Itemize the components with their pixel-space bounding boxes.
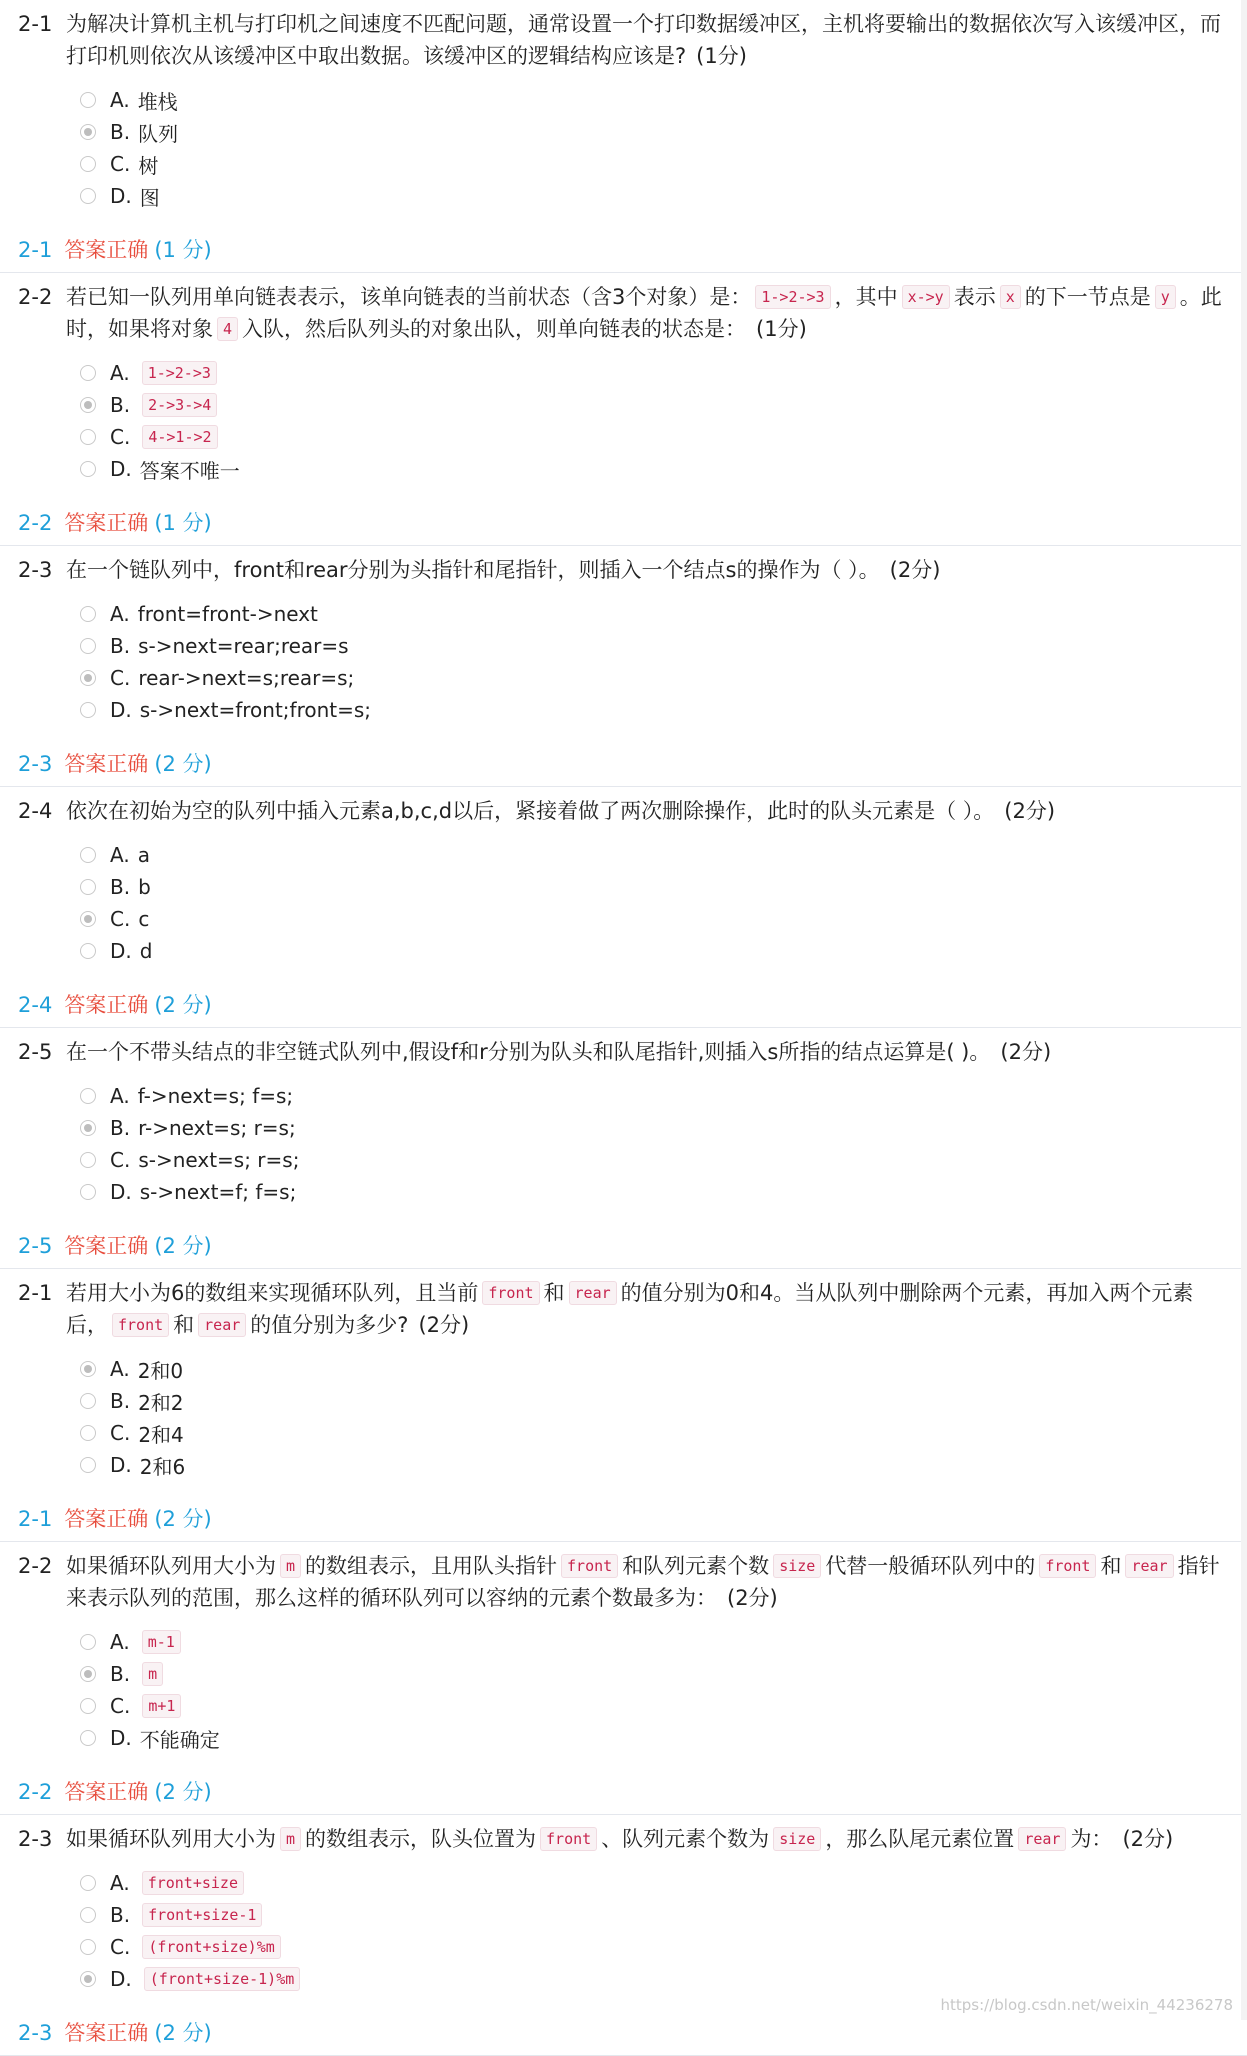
text-segment: 的值分别为多少?	[250, 1313, 409, 1337]
text-segment: front=front->next	[137, 602, 318, 626]
radio-button[interactable]	[80, 702, 96, 718]
inline-code: x	[1000, 285, 1021, 309]
option-item[interactable]	[80, 1176, 1247, 1208]
radio-button[interactable]	[80, 879, 96, 895]
inline-code: front	[540, 1827, 597, 1851]
option-letter: A.	[110, 1630, 130, 1654]
radio-dot	[84, 401, 92, 409]
result-number: 2-5	[18, 1234, 53, 1258]
result-number: 2-2	[18, 1780, 53, 1804]
option-text	[138, 875, 151, 899]
option-item[interactable]	[80, 839, 1247, 871]
inline-code: 4->1->2	[142, 425, 217, 449]
radio-button[interactable]	[80, 1730, 96, 1746]
question-block	[0, 1542, 1247, 1815]
option-letter: D.	[110, 698, 132, 722]
question-points: (2分)	[1004, 799, 1056, 823]
option-letter: C.	[110, 1694, 131, 1718]
question-text	[66, 1277, 1227, 1341]
text-segment: ，其中	[834, 285, 898, 309]
question-block	[0, 1269, 1247, 1542]
text-segment: s->next=front;front=s;	[139, 698, 372, 722]
text-segment: c	[138, 907, 150, 931]
text-segment: 堆栈	[137, 89, 178, 114]
text-segment: 如果循环队列用大小为	[66, 1827, 276, 1851]
radio-button[interactable]	[80, 1907, 96, 1923]
inline-code: rear	[1018, 1827, 1066, 1851]
text-segment: ，那么队尾元素位置	[825, 1827, 1015, 1851]
option-item[interactable]	[80, 1963, 1247, 1995]
option-item[interactable]	[80, 662, 1247, 694]
radio-selected[interactable]	[80, 1971, 96, 1987]
option-text	[140, 1967, 305, 1991]
option-text	[138, 1662, 167, 1686]
inline-code: 1->2->3	[755, 285, 830, 309]
question-block	[0, 1028, 1247, 1269]
text-segment: s->next=f; f=s;	[139, 1180, 297, 1204]
watermark: https://blog.csdn.net/weixin_44236278	[940, 1996, 1233, 2014]
text-segment: 不能确定	[139, 1727, 220, 1752]
option-list	[0, 357, 1247, 485]
radio-dot	[84, 915, 92, 923]
text-segment: 、队列元素个数为	[601, 1827, 770, 1851]
question-number: 2-1	[18, 1281, 53, 1305]
radio-button[interactable]	[80, 1875, 96, 1891]
option-text	[138, 1935, 284, 1959]
option-letter: D.	[110, 939, 132, 963]
radio-button[interactable]	[80, 1939, 96, 1955]
text-segment: 。此时，如果将对象	[66, 285, 1222, 341]
inline-code: rear	[198, 1313, 246, 1337]
option-letter: C.	[110, 907, 131, 931]
option-item[interactable]	[80, 357, 1247, 389]
option-item[interactable]	[80, 1385, 1247, 1417]
question-block	[0, 787, 1247, 1028]
option-item[interactable]	[80, 421, 1247, 453]
question-stem	[0, 281, 1247, 345]
text-segment: 如果循环队列用大小为	[66, 1554, 276, 1578]
result-number: 2-1	[18, 1507, 53, 1531]
text-segment: 队列	[138, 121, 179, 146]
option-text	[140, 1451, 185, 1480]
option-list	[0, 1867, 1247, 1995]
text-segment: 的值分别为0和4。当从队列中删除两个元素，再加入两个元素后，	[66, 1281, 1194, 1337]
option-letter: B.	[110, 634, 131, 658]
radio-dot	[84, 1124, 92, 1132]
text-segment: 在一个不带头结点的非空链式队列中,假设f和r分别为队头和队尾指针,则插入s所指的结点运算是( )。	[66, 1040, 991, 1064]
inline-code: m-1	[142, 1630, 181, 1654]
option-letter: A.	[110, 361, 130, 385]
radio-button[interactable]	[80, 1393, 96, 1409]
option-letter: C.	[110, 1421, 131, 1445]
question-text	[66, 1550, 1227, 1614]
answer-result	[0, 1497, 1247, 1541]
option-item[interactable]	[80, 1417, 1247, 1449]
option-text	[138, 1148, 299, 1172]
text-segment: 入队，然后队列头的对象出队，则单向链表的状态是：	[242, 317, 747, 341]
option-list	[0, 84, 1247, 212]
text-segment: 表示	[953, 285, 996, 309]
option-letter: C.	[110, 1148, 131, 1172]
inline-code: 2->3->4	[142, 393, 217, 417]
scrollbar-track[interactable]	[1241, 0, 1247, 2020]
text-segment: rear->next=s;rear=s;	[138, 666, 355, 690]
question-points: (1分)	[756, 317, 807, 341]
text-segment: 若已知一队列用单向链表表示，该单向链表的当前状态（含3个对象）是：	[66, 285, 752, 309]
result-points: (1 分)	[154, 238, 212, 262]
answer-result	[0, 742, 1247, 786]
question-stem	[0, 8, 1247, 72]
radio-button[interactable]	[80, 1457, 96, 1473]
option-item[interactable]	[80, 1867, 1247, 1899]
option-list	[0, 1080, 1247, 1208]
option-item[interactable]	[80, 1899, 1247, 1931]
text-segment: 树	[138, 153, 159, 178]
option-letter: D.	[110, 1967, 132, 1991]
option-letter: A.	[110, 602, 130, 626]
option-letter: B.	[110, 875, 131, 899]
question-block	[0, 273, 1247, 546]
text-segment: 的数组表示，队头位置为	[305, 1827, 537, 1851]
question-stem	[0, 795, 1247, 827]
question-text	[66, 554, 1227, 586]
radio-button[interactable]	[80, 188, 96, 204]
inline-code: 4	[217, 317, 238, 341]
radio-button[interactable]	[80, 943, 96, 959]
option-item[interactable]	[80, 598, 1247, 630]
option-item[interactable]	[80, 1626, 1247, 1658]
option-item[interactable]	[80, 871, 1247, 903]
radio-button[interactable]	[80, 1088, 96, 1104]
text-segment: 图	[139, 185, 160, 210]
option-text	[138, 1116, 296, 1140]
text-segment: 为：	[1070, 1827, 1113, 1851]
inline-code: front	[561, 1554, 618, 1578]
question-number: 2-3	[18, 558, 53, 582]
question-points: (1分)	[696, 44, 747, 68]
radio-selected[interactable]	[80, 1120, 96, 1136]
text-segment: d	[139, 939, 153, 963]
result-status: 答案正确	[64, 993, 149, 1017]
inline-code: front	[112, 1313, 169, 1337]
option-list	[0, 839, 1247, 967]
text-segment: 2和4	[138, 1422, 184, 1447]
question-number: 2-2	[18, 285, 53, 309]
answer-result	[0, 2011, 1247, 2055]
result-status: 答案正确	[64, 511, 149, 535]
option-text	[140, 182, 160, 211]
option-item[interactable]	[80, 1353, 1247, 1385]
option-text	[140, 939, 153, 963]
option-text	[138, 1630, 185, 1654]
inline-code: rear	[1125, 1554, 1173, 1578]
option-letter: C.	[110, 1935, 131, 1959]
radio-dot	[84, 674, 92, 682]
option-letter: A.	[110, 88, 130, 112]
text-segment: f->next=s; f=s;	[137, 1084, 294, 1108]
inline-code: front	[482, 1281, 539, 1305]
text-segment: 2和6	[139, 1454, 186, 1479]
option-item[interactable]	[80, 1722, 1247, 1754]
inline-code: (front+size-1)%m	[144, 1967, 301, 1991]
question-block	[0, 0, 1247, 273]
text-segment: 为解决计算机主机与打印机之间速度不匹配问题，通常设置一个打印数据缓冲区，主机将要输出的数据依次写入该缓冲区，而打印机则依次从该缓冲区中取出数据。该缓冲区的逻辑结构应该是?	[66, 12, 1221, 68]
option-item[interactable]	[80, 1690, 1247, 1722]
result-number: 2-1	[18, 238, 53, 262]
option-letter: C.	[110, 152, 131, 176]
question-points: (2分)	[889, 558, 941, 582]
option-text	[138, 150, 158, 179]
option-text	[138, 118, 178, 147]
inline-code: (front+size)%m	[142, 1935, 280, 1959]
result-status: 答案正确	[64, 752, 149, 776]
radio-button[interactable]	[80, 1152, 96, 1168]
option-letter: D.	[110, 184, 132, 208]
question-text	[66, 795, 1227, 827]
option-letter: B.	[110, 1903, 131, 1927]
radio-button[interactable]	[80, 92, 96, 108]
text-segment: b	[138, 875, 151, 899]
radio-button[interactable]	[80, 847, 96, 863]
radio-selected[interactable]	[80, 1666, 96, 1682]
option-item[interactable]	[80, 1449, 1247, 1481]
option-text	[138, 1419, 183, 1448]
option-text	[140, 698, 371, 722]
option-text	[138, 907, 149, 931]
option-item[interactable]	[80, 389, 1247, 421]
result-status: 答案正确	[64, 1780, 149, 1804]
option-text	[138, 86, 178, 115]
text-segment: 在一个链队列中，front和rear分别为头指针和尾指针，则插入一个结点s的操作为（ ）。	[66, 558, 880, 582]
question-stem	[0, 1036, 1247, 1068]
option-letter: B.	[110, 1116, 131, 1140]
radio-selected[interactable]	[80, 124, 96, 140]
option-item[interactable]	[80, 180, 1247, 212]
text-segment: 2和0	[137, 1358, 184, 1383]
radio-dot	[84, 1365, 92, 1373]
question-points: (2分)	[418, 1313, 470, 1337]
radio-dot	[84, 1975, 92, 1983]
option-list	[0, 1353, 1247, 1481]
question-number: 2-4	[18, 799, 53, 823]
option-text	[138, 843, 150, 867]
text-segment: 和	[543, 1281, 565, 1305]
option-letter: A.	[110, 843, 130, 867]
result-points: (2 分)	[154, 993, 212, 1017]
radio-selected[interactable]	[80, 911, 96, 927]
question-stem	[0, 1550, 1247, 1614]
text-segment: 和	[1100, 1554, 1122, 1578]
option-item[interactable]	[80, 1658, 1247, 1690]
option-text	[138, 393, 221, 417]
option-item[interactable]	[80, 1931, 1247, 1963]
option-text	[138, 1355, 183, 1384]
option-item[interactable]	[80, 84, 1247, 116]
radio-button[interactable]	[80, 1184, 96, 1200]
inline-code: x->y	[902, 285, 950, 309]
option-letter: D.	[110, 1180, 132, 1204]
question-stem	[0, 1823, 1247, 1855]
question-text	[66, 1823, 1227, 1855]
option-letter: B.	[110, 1389, 131, 1413]
option-text	[138, 1694, 185, 1718]
option-item[interactable]	[80, 116, 1247, 148]
option-list	[0, 598, 1247, 726]
result-status: 答案正确	[64, 2021, 149, 2045]
option-letter: D.	[110, 1453, 132, 1477]
result-points: (2 分)	[154, 1507, 212, 1531]
question-number: 2-3	[18, 1827, 53, 1851]
text-segment: 代替一般循环队列中的	[825, 1554, 1036, 1578]
inline-code: front+size	[142, 1871, 244, 1895]
radio-button[interactable]	[80, 1634, 96, 1650]
radio-button[interactable]	[80, 1698, 96, 1714]
option-letter: D.	[110, 1726, 132, 1750]
option-letter: B.	[110, 120, 131, 144]
question-block	[0, 546, 1247, 787]
option-item[interactable]	[80, 1080, 1247, 1112]
text-segment: 和	[173, 1313, 195, 1337]
option-text	[138, 1084, 293, 1108]
option-text	[138, 1387, 183, 1416]
question-stem	[0, 1277, 1247, 1341]
radio-dot	[84, 1670, 92, 1678]
answer-result	[0, 1224, 1247, 1268]
option-text	[138, 1871, 248, 1895]
radio-button[interactable]	[80, 461, 96, 477]
option-item[interactable]	[80, 630, 1247, 662]
question-points: (2分)	[1000, 1040, 1052, 1064]
text-segment: s->next=rear;rear=s	[138, 634, 349, 658]
option-letter: A.	[110, 1084, 130, 1108]
question-number: 2-1	[18, 12, 53, 36]
question-number: 2-5	[18, 1040, 53, 1064]
answer-result	[0, 501, 1247, 545]
result-points: (1 分)	[154, 511, 212, 535]
question-stem	[0, 554, 1247, 586]
text-segment: 指针来表示队列的范围，那么这样的循环队列可以容纳的元素个数最多为：	[66, 1554, 1220, 1610]
option-letter: C.	[110, 666, 131, 690]
option-item[interactable]	[80, 1112, 1247, 1144]
option-text	[140, 1724, 220, 1753]
question-points: (2分)	[727, 1586, 778, 1610]
option-letter: A.	[110, 1357, 130, 1381]
result-points: (2 分)	[154, 1780, 212, 1804]
inline-code: size	[773, 1554, 821, 1578]
text-segment: r->next=s; r=s;	[138, 1116, 296, 1140]
answer-result	[0, 228, 1247, 272]
option-letter: B.	[110, 393, 131, 417]
result-points: (2 分)	[154, 2021, 212, 2045]
radio-selected[interactable]	[80, 670, 96, 686]
radio-button[interactable]	[80, 606, 96, 622]
option-letter: C.	[110, 425, 131, 449]
option-item[interactable]	[80, 903, 1247, 935]
text-segment: 若用大小为6的数组来实现循环队列，且当前	[66, 1281, 479, 1305]
text-segment: s->next=s; r=s;	[138, 1148, 300, 1172]
inline-code: size	[773, 1827, 821, 1851]
question-text	[66, 8, 1227, 72]
option-list	[0, 1626, 1247, 1754]
question-points: (2分)	[1122, 1827, 1174, 1851]
option-text	[140, 1180, 297, 1204]
result-number: 2-3	[18, 752, 53, 776]
inline-code: m	[280, 1827, 301, 1851]
inline-code: m	[142, 1662, 163, 1686]
option-item[interactable]	[80, 694, 1247, 726]
answer-result	[0, 1770, 1247, 1814]
text-segment: 和队列元素个数	[622, 1554, 770, 1578]
text-segment: a	[137, 843, 150, 867]
option-text	[138, 1903, 266, 1927]
radio-button[interactable]	[80, 365, 96, 381]
option-item[interactable]	[80, 453, 1247, 485]
inline-code: y	[1155, 285, 1176, 309]
result-status: 答案正确	[64, 1234, 149, 1258]
answer-result	[0, 983, 1247, 1027]
text-segment: 依次在初始为空的队列中插入元素a,b,c,d以后，紧接着做了两次删除操作，此时的队头元素是（ ）。	[66, 799, 995, 823]
result-points: (2 分)	[154, 752, 212, 776]
inline-code: rear	[569, 1281, 617, 1305]
radio-button[interactable]	[80, 1425, 96, 1441]
result-points: (2 分)	[154, 1234, 212, 1258]
result-number: 2-3	[18, 2021, 53, 2045]
question-text	[66, 281, 1227, 345]
text-segment: 2和2	[138, 1390, 184, 1415]
text-segment: 答案不唯一	[139, 458, 240, 483]
radio-button[interactable]	[80, 638, 96, 654]
inline-code: m	[280, 1554, 301, 1578]
result-number: 2-2	[18, 511, 53, 535]
option-text	[140, 455, 240, 484]
option-item[interactable]	[80, 1144, 1247, 1176]
radio-button[interactable]	[80, 156, 96, 172]
option-text	[138, 634, 349, 658]
question-number: 2-2	[18, 1554, 53, 1578]
inline-code: m+1	[142, 1694, 181, 1718]
radio-selected[interactable]	[80, 397, 96, 413]
inline-code: front	[1039, 1554, 1096, 1578]
option-letter: D.	[110, 457, 132, 481]
result-status: 答案正确	[64, 238, 149, 262]
radio-dot	[84, 128, 92, 136]
option-text	[138, 602, 318, 626]
inline-code: front+size-1	[142, 1903, 262, 1927]
text-segment: 的下一节点是	[1024, 285, 1151, 309]
option-item[interactable]	[80, 935, 1247, 967]
inline-code: 1->2->3	[142, 361, 217, 385]
option-letter: B.	[110, 1662, 131, 1686]
option-text	[138, 425, 221, 449]
result-status: 答案正确	[64, 1507, 149, 1531]
option-text	[138, 666, 354, 690]
text-segment: 的数组表示，且用队头指针	[305, 1554, 558, 1578]
radio-button[interactable]	[80, 429, 96, 445]
option-letter: A.	[110, 1871, 130, 1895]
option-item[interactable]	[80, 148, 1247, 180]
result-number: 2-4	[18, 993, 53, 1017]
question-text	[66, 1036, 1227, 1068]
option-text	[138, 361, 221, 385]
radio-selected[interactable]	[80, 1361, 96, 1377]
